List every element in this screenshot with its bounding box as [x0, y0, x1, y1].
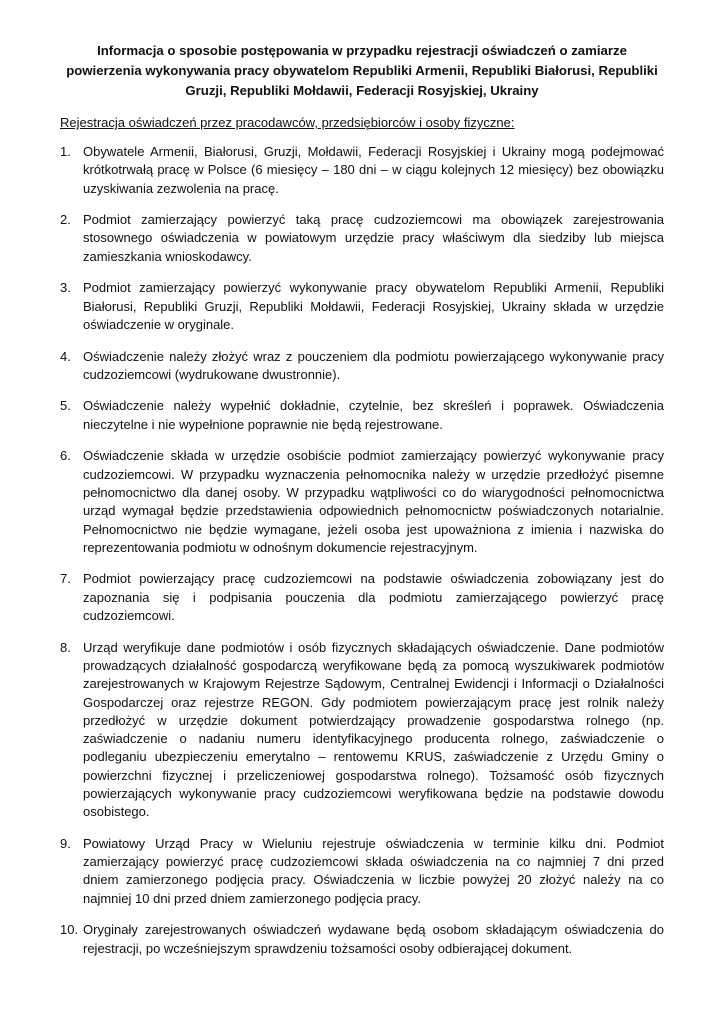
list-item-text: Urząd weryfikuje dane podmiotów i osób fizycznych składających oświadczenie. Dane podmiotów prowadzących działalność gospodarczą weryfikowane będą za pomocą wyszukiwarek podmiotów zarejestrowanych w Krajowym Rejestrze Sądowym, Centralnej Ewidencji i Informacji o Działalności Gospodarczej oraz rejestrze REGON. Gdy podmiotem powierzającym pracę jest rolnik należy przedłożyć w urzędzie dokument potwierdzający prowadzenie gospodarstwa rolnego (np. zaświadczenie o nadaniu numeru identyfikacyjnego producenta rolnego, zaświadczenie o podleganiu ubezpieczeniu emerytalno – rentowemu KRUS, zaświadczenie z Urzędu Gminy o powierzchni fizycznej i przeliczeniowej gospodarstwa rolnego). Tożsamość osób fizycznych powierzających wykonywanie pracy cudzoziemcowi weryfikowana będzie na podstawie dowodu osobistego. — [83, 639, 664, 820]
list-item — [60, 835, 664, 908]
list-item-number: 4. — [60, 348, 71, 364]
list-item-text: Obywatele Armenii, Białorusi, Gruzji, Mołdawii, Federacji Rosyjskiej i Ukrainy mogą podejmować krótkotrwałą pracę w Polsce (6 miesięcy – 180 dni – w ciągu kolejnych 12 miesięcy) bez obowiązku uzyskiwania zezwolenia na pracę. — [83, 144, 664, 196]
list-item — [60, 639, 664, 822]
list-item-text: Oświadczenie należy wypełnić dokładnie, czytelnie, bez skreśleń i poprawek. Oświadczenia nieczytelne i nie wypełnione poprawnie nie będą rejestrowane. — [83, 398, 664, 432]
list-item-number: 10. — [60, 922, 79, 938]
list-item-number: 7. — [60, 571, 71, 587]
list-item-number: 5. — [60, 398, 71, 414]
list-item-number: 6. — [60, 448, 71, 464]
list-item — [60, 279, 664, 334]
list-item — [60, 143, 664, 198]
list-item-number: 8. — [60, 639, 71, 655]
list-item-number: 3. — [60, 280, 71, 296]
list-item-text: Podmiot zamierzający powierzyć taką pracę cudzoziemcowi ma obowiązek zarejestrowania stosownego oświadczenia w powiatowym urzędzie pracy właściwym dla siedziby lub miejsca zamieszkania wnioskodawcy. — [83, 212, 664, 264]
list-item-number: 2. — [60, 212, 71, 228]
list-item — [60, 397, 664, 434]
list-item-text: Podmiot powierzający pracę cudzoziemcowi na podstawie oświadczenia zobowiązany jest do zapoznania się i podpisania pouczenia dla podmiotu zamierzającego powierzyć pracę cudzoziemcowi. — [83, 571, 664, 624]
list-item-number: 1. — [60, 144, 71, 159]
section-subtitle: Rejestracja oświadczeń przez pracodawców, przedsiębiorców i osoby fizyczne: — [60, 115, 515, 130]
list-item-text: Podmiot zamierzający powierzyć wykonywanie pracy obywatelom Republiki Armenii, Republiki Białorusi, Republiki Gruzji, Republiki Mołdawii, Federacji Rosyjskiej, Ukrainy składa w urzędzie oświadczenie w oryginale. — [83, 280, 664, 332]
list-item — [60, 348, 664, 385]
list-item-text: Oświadczenie składa w urzędzie osobiście podmiot zamierzający powierzyć wykonywanie pracy cudzoziemcowi. W przypadku wyznaczenia pełnomocnika należy w urzędzie przedłożyć pisemne pełnomocnictwo dla danej osoby. W przypadku wątpliwości co do wiarygodności pełnomocnictwa urząd wymagał będzie przedstawienia odpowiednich pełnomocnictw poświadczonych notarialnie. Pełnomocnictwo nie będzie wymagane, jeżeli osoba jest upoważniona z imienia i nazwiska do reprezentowania podmiotu w odnośnym dokumencie rejestracyjnym. — [83, 448, 664, 555]
list-item — [60, 211, 664, 266]
list-item-text: Oświadczenie należy złożyć wraz z pouczeniem dla podmiotu powierzającego wykonywanie pracy cudzoziemcowi (wydrukowane dwustronnie). — [83, 348, 664, 382]
list-item — [60, 447, 664, 557]
numbered-list — [60, 143, 664, 958]
list-item — [60, 570, 664, 625]
list-item-number: 9. — [60, 835, 71, 851]
list-item-text: Oryginały zarejestrowanych oświadczeń wydawane będą osobom składającym oświadczenia do rejestracji, po wcześniejszym sprawdzeniu tożsamości osoby odbierającej dokument. — [83, 922, 664, 956]
list-item — [60, 921, 664, 958]
list-item-text: Powiatowy Urząd Pracy w Wieluniu rejestruje oświadczenia w terminie kilku dni. Podmiot zamierzający powierzyć pracę cudzoziemcowi składa oświadczenia na co najmniej 7 dni przed dniem zamierzonego podjęcia pracy. Oświadczenia w liczbie powyżej 20 złożyć należy na co najmniej 10 dni przed dniem zamierzonego podjęcia pracy. — [83, 835, 664, 906]
document-title: Informacja o sposobie postępowania w przypadku rejestracji oświadczeń o zamiarze powierzenia wykonywania pracy obywatelom Republiki Armenii, Republiki Białorusi, Republiki Gruzji, Republiki Mołdawii, Federacji Rosyjskiej, Ukrainy — [66, 43, 658, 98]
